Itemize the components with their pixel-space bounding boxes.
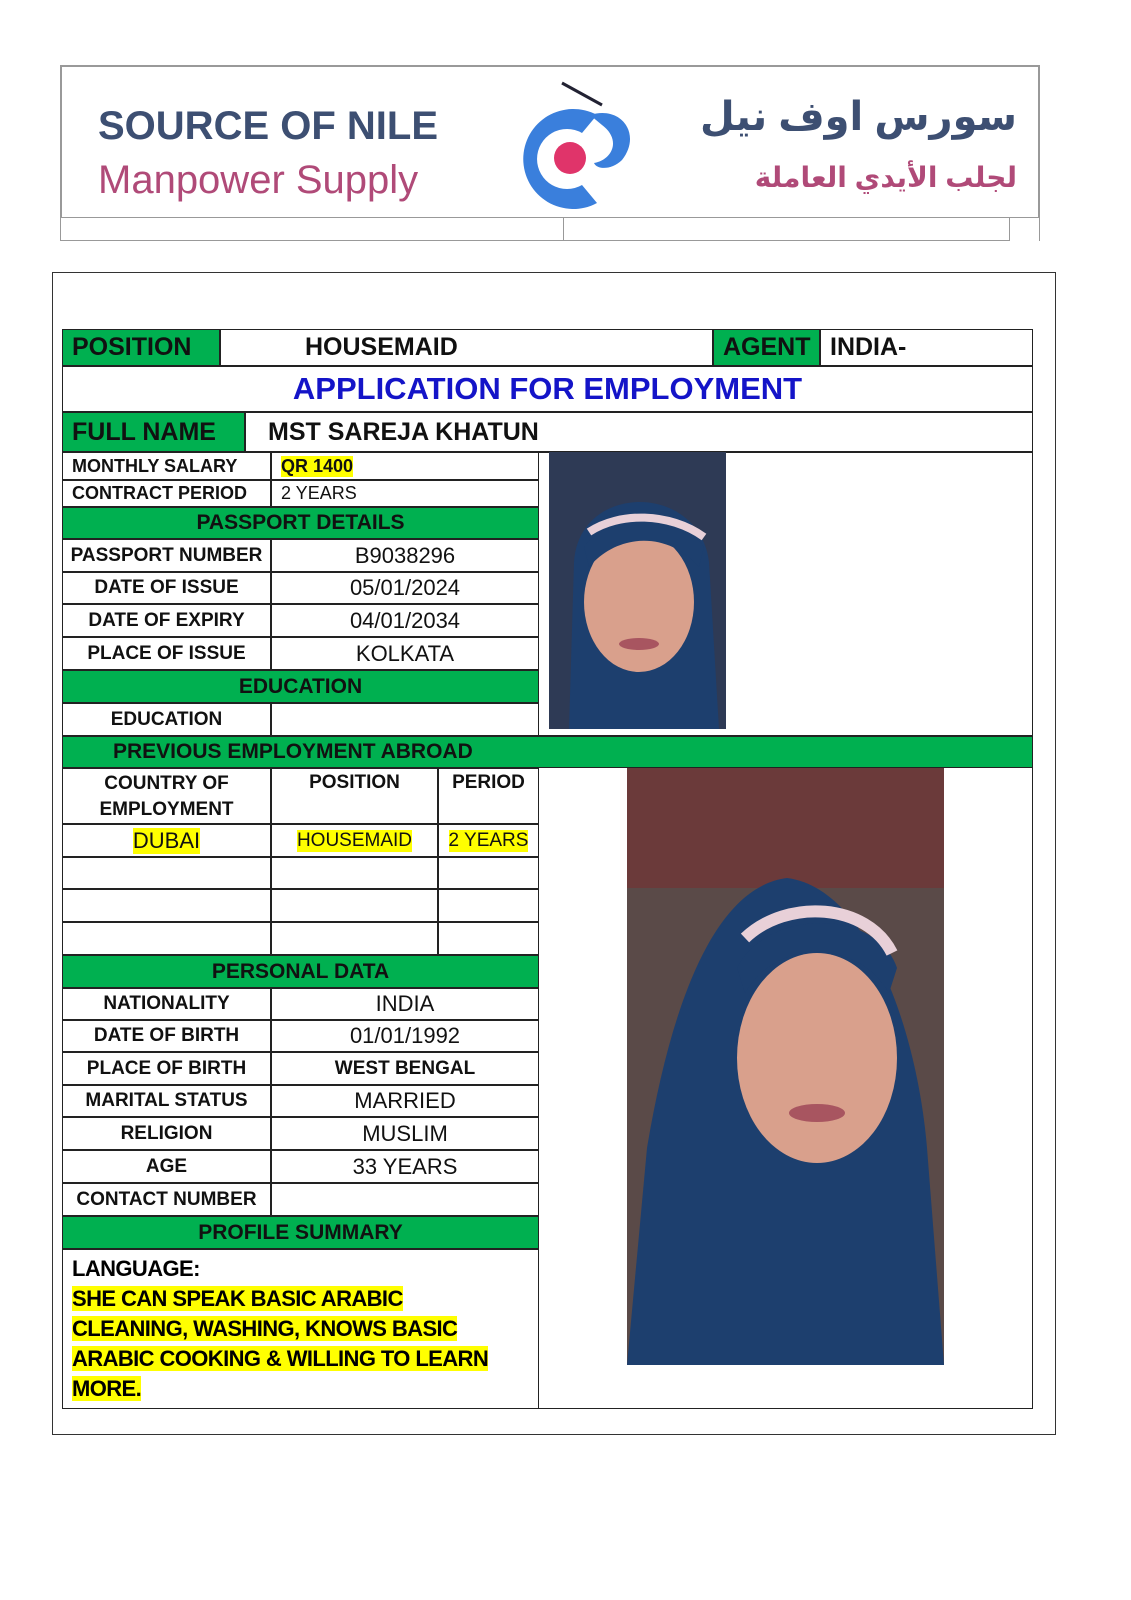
letterhead-cell — [60, 218, 564, 241]
date-of-issue-label: DATE OF ISSUE — [62, 572, 271, 604]
salary-value: QR 1400 — [281, 455, 354, 476]
profile-summary — [62, 1249, 539, 1409]
employment-country: DUBAI — [132, 827, 201, 853]
applicant-photo-portrait — [549, 452, 726, 729]
empty-cell — [271, 922, 438, 955]
full-name-label: FULL NAME — [62, 412, 245, 452]
empty-cell — [62, 922, 271, 955]
personal-header: PERSONAL DATA — [62, 955, 539, 988]
language-label: LANGUAGE: — [72, 1256, 200, 1281]
age-label: AGE — [62, 1150, 271, 1183]
religion-value: MUSLIM — [271, 1117, 539, 1150]
profile-line: CLEANING, WASHING, KNOWS BASIC — [72, 1316, 458, 1341]
religion-label: RELIGION — [62, 1117, 271, 1150]
passport-number-label: PASSPORT NUMBER — [62, 539, 271, 572]
contact-value — [271, 1183, 539, 1216]
divider — [1039, 218, 1040, 241]
empty-cell — [438, 889, 539, 922]
col-period: PERIOD — [438, 768, 539, 824]
pob-value: WEST BENGAL — [271, 1052, 539, 1085]
place-of-issue-label: PLACE OF ISSUE — [62, 637, 271, 670]
contract-period-value: 2 YEARS — [271, 480, 539, 507]
dob-label: DATE OF BIRTH — [62, 1020, 271, 1052]
education-value — [271, 703, 539, 736]
empty-cell — [271, 889, 438, 922]
empty-cell — [271, 857, 438, 889]
place-of-issue-value: KOLKATA — [271, 637, 539, 670]
empty-cell — [62, 857, 271, 889]
col-country: COUNTRY OF EMPLOYMENT — [62, 768, 271, 824]
company-name-en: SOURCE OF NILE — [98, 104, 439, 148]
salary-label: MONTHLY SALARY — [62, 452, 271, 480]
salary-value-cell — [271, 452, 539, 480]
letterhead — [60, 65, 1040, 218]
company-name-ar: سورس اوف نيل — [700, 95, 1017, 139]
col-position: POSITION — [271, 768, 438, 824]
employment-position-cell — [271, 824, 438, 857]
agent-value: INDIA- — [820, 329, 1033, 366]
profile-header: PROFILE SUMMARY — [62, 1216, 539, 1249]
company-tagline-ar: لجلب الأيدي العاملة — [754, 162, 1017, 193]
nationality-label: NATIONALITY — [62, 988, 271, 1020]
contract-period-label: CONTRACT PERIOD — [62, 480, 271, 507]
empty-cell — [62, 889, 271, 922]
letterhead-cell — [564, 218, 1010, 241]
employment-period: 2 YEARS — [448, 829, 529, 851]
passport-number-value: B9038296 — [271, 539, 539, 572]
employment-header: PREVIOUS EMPLOYMENT ABROAD — [62, 736, 1033, 768]
company-tagline-en: Manpower Supply — [98, 158, 419, 202]
nationality-value: INDIA — [271, 988, 539, 1020]
agent-label: AGENT — [713, 329, 820, 366]
contact-label: CONTACT NUMBER — [62, 1183, 271, 1216]
date-of-expiry-label: DATE OF EXPIRY — [62, 604, 271, 637]
employment-period-cell — [438, 824, 539, 857]
empty-cell — [438, 857, 539, 889]
empty-cell — [438, 922, 539, 955]
company-logo — [502, 75, 652, 210]
employment-country-cell — [62, 824, 271, 857]
marital-value: MARRIED — [271, 1085, 539, 1117]
position-label: POSITION — [62, 329, 220, 366]
marital-label: MARITAL STATUS — [62, 1085, 271, 1117]
age-value: 33 YEARS — [271, 1150, 539, 1183]
employment-position: HOUSEMAID — [296, 829, 413, 851]
applicant-photo-full — [627, 768, 944, 1365]
education-label: EDUCATION — [62, 703, 271, 736]
profile-line: ARABIC COOKING & WILLING TO LEARN — [72, 1346, 489, 1371]
profile-line: MORE. — [72, 1376, 142, 1401]
profile-line: SHE CAN SPEAK BASIC ARABIC — [72, 1286, 403, 1311]
pob-label: PLACE OF BIRTH — [62, 1052, 271, 1085]
education-header: EDUCATION — [62, 670, 539, 703]
full-name-value: MST SAREJA KHATUN — [245, 412, 1033, 452]
form-title: APPLICATION FOR EMPLOYMENT — [62, 366, 1033, 412]
date-of-expiry-value: 04/01/2034 — [271, 604, 539, 637]
date-of-issue-value: 05/01/2024 — [271, 572, 539, 604]
passport-header: PASSPORT DETAILS — [62, 507, 539, 539]
dob-value: 01/01/1992 — [271, 1020, 539, 1052]
position-value: HOUSEMAID — [220, 329, 713, 366]
